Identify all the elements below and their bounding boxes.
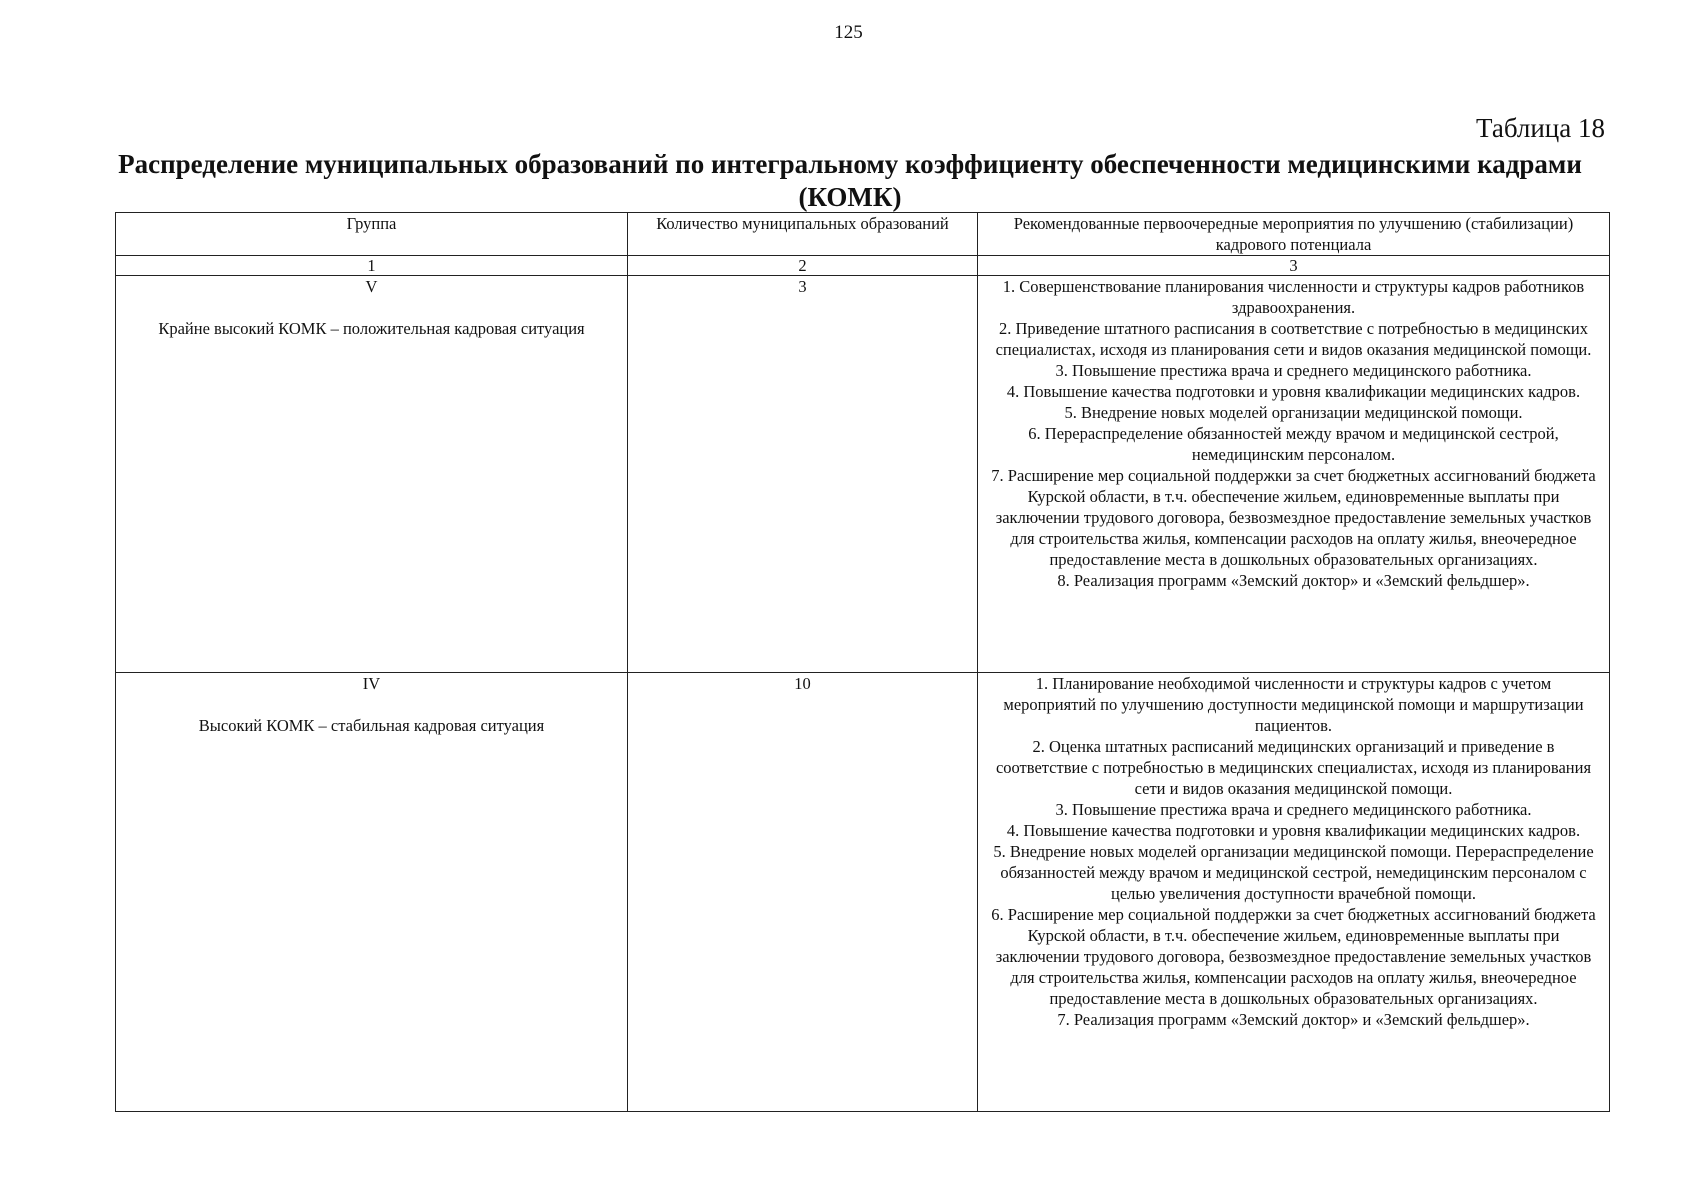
group-cell [116, 276, 628, 673]
table-row [116, 276, 1610, 673]
group-roman: IV [362, 674, 381, 693]
list-item: 8. Реализация программ «Земский доктор» и «Земский фельдшер». [1057, 571, 1530, 590]
list-item: 4. Повышение качества подготовки и уровня квалификации медицинских кадров. [1006, 382, 1581, 401]
column-number-row [116, 256, 1610, 276]
list-item: 6. Расширение мер социальной поддержки за счет бюджетных ассигнований бюджета Курской области, в т.ч. обеспечение жильем, единовременные выплаты при заключении трудового договора, безвозмездное предоставление земельных участков для строительства жилья, компенсации расходов на оплату жилья, внеочередное предоставление места в дошкольных образовательных организациях. [991, 905, 1596, 1008]
list-item: 7. Реализация программ «Земский доктор» и «Земский фельдшер». [1057, 1010, 1530, 1029]
list-item: 4. Повышение качества подготовки и уровня квалификации медицинских кадров. [1006, 821, 1581, 840]
column-number-1: 1 [116, 256, 628, 276]
list-item: 7. Расширение мер социальной поддержки за счет бюджетных ассигнований бюджета Курской области, в т.ч. обеспечение жильем, единовременные выплаты при заключении трудового договора, безвозмездное предоставление земельных участков для строительства жилья, компенсации расходов на оплату жилья, внеочередное предоставление места в дошкольных образовательных организациях. [991, 466, 1596, 569]
list-item: 6. Перераспределение обязанностей между врачом и медицинской сестрой, немедицинским персоналом. [1028, 424, 1559, 464]
list-item: 5. Внедрение новых моделей организации медицинской помощи. [1064, 403, 1523, 422]
list-item: 2. Приведение штатного расписания в соответствие с потребностью в медицинских специалистах, исходя из планирования сети и видов оказания медицинской помощи. [995, 319, 1592, 359]
header-row [116, 213, 1610, 256]
header-measures: Рекомендованные первоочередные мероприятия по улучшению (стабилизации) кадрового потенциала [978, 213, 1610, 256]
group-description: Высокий КОМК – стабильная кадровая ситуация [198, 716, 545, 735]
group-description: Крайне высокий КОМК – положительная кадровая ситуация [158, 319, 585, 338]
table-title: Распределение муниципальных образований по интегральному коэффициенту обеспеченности медицинскими кадрами (КОМК) [118, 149, 1582, 212]
list-item: 1. Совершенствование планирования численности и структуры кадров работников здравоохранения. [1002, 277, 1585, 317]
list-item: 2. Оценка штатных расписаний медицинских организаций и приведение в соответствие с потребностью в медицинских специалистах, исходя из планирования сети и видов оказания медицинской помощи. [995, 737, 1592, 798]
measures-cell [978, 276, 1610, 673]
measures-list [982, 276, 1605, 591]
count-cell: 10 [628, 673, 978, 1112]
measures-cell [978, 673, 1610, 1112]
column-number-3: 3 [978, 256, 1610, 276]
list-item: 3. Повышение престижа врача и среднего медицинского работника. [1055, 361, 1532, 380]
group-roman: V [365, 277, 378, 296]
header-group: Группа [116, 213, 628, 256]
table-row [116, 673, 1610, 1112]
page-number: 125 [834, 22, 863, 43]
group-cell [116, 673, 628, 1112]
list-item: 3. Повышение престижа врача и среднего медицинского работника. [1055, 800, 1532, 819]
count-cell: 3 [628, 276, 978, 673]
header-count: Количество муниципальных образований [628, 213, 978, 256]
list-item: 5. Внедрение новых моделей организации медицинской помощи. Перераспределение обязанностей между врачом и медицинской сестрой, немедицинским персоналом с целью увеличения доступности врачебной помощи. [993, 842, 1594, 903]
measures-list [982, 673, 1605, 1030]
column-number-2: 2 [628, 256, 978, 276]
komk-table [115, 212, 1610, 1112]
list-item: 1. Планирование необходимой численности и структуры кадров с учетом мероприятий по улучшению доступности медицинской помощи и маршрутизации пациентов. [1003, 674, 1584, 735]
table-label: Таблица 18 [1476, 113, 1605, 143]
